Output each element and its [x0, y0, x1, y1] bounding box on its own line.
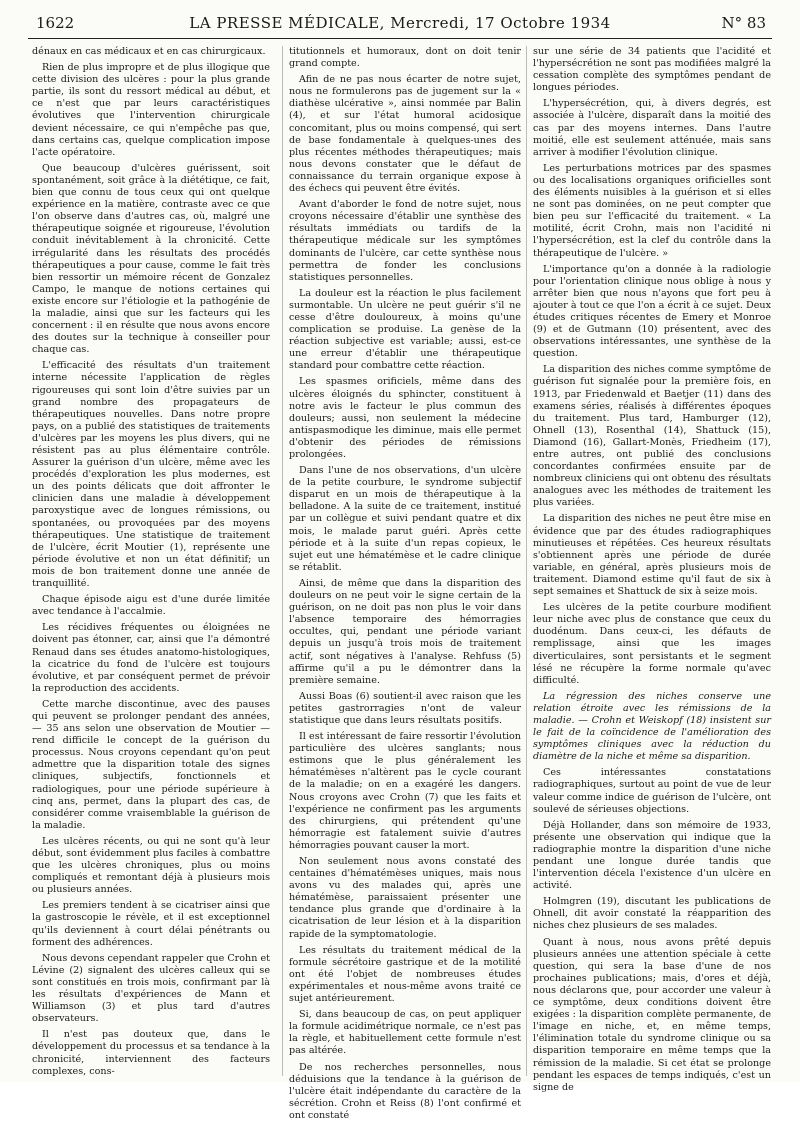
paragraph: Ces intéressantes constatations radiographiques, surtout au point de vue de leur valeur comme indice de guérison de l'ulcère, ont soulevé de sérieuses objections.	[533, 767, 771, 815]
paragraph: Les ulcères de la petite courbure modifient leur niche avec plus de constance que ceux du duodénum. Dans ceux-ci, les défauts de remplissage, ainsi que les images diverticulaires, sont persistants et le segment lésé ne récupère la forme normale qu'avec difficulté.	[533, 602, 771, 686]
column-3	[526, 46, 771, 1093]
paragraph: titutionnels et humoraux, dont on doit tenir grand compte.	[289, 46, 521, 70]
paragraph: L'hypersécrétion, qui, à divers degrés, est associée à l'ulcère, disparaît dans la moitié des cas par des moyens internes. Dans l'autre moitié, elle est seulement atténuée, mais sans arriver à modifier l'évolution clinique.	[533, 98, 771, 158]
paragraph: Il n'est pas douteux que, dans le développement du processus et sa tendance à la chronicité, interviennent des facteurs complexes, cons-	[32, 1029, 270, 1077]
paragraph: Les premiers tendent à se cicatriser ainsi que la gastroscopie le révèle, et il est exceptionnel qu'ils deviennent à court délai pénétrants ou forment des adhérences.	[32, 900, 270, 948]
paragraph: La régression des niches conserve une relation étroite avec les rémissions de la maladie. — Crohn et Weiskopf (18) insistent sur le fait de la coïncidence de l'amélioration des symptômes cliniques avec la réduction du diamètre de la niche et même sa disparition.	[533, 690, 771, 763]
paragraph: Nous devons cependant rappeler que Crohn et Lévine (2) signalent des ulcères calleux qui se sont constitués en trois mois, confirmant par là les résultats d'expériences de Mann et Williamson (3) et plus tard d'autres observateurs.	[32, 952, 270, 1025]
paragraph: Non seulement nous avons constaté des centaines d'hématémèses uniques, mais nous avons vu des malades qui, après une hématémèse, paraissaient présenter une tendance plus grande que d'ordinaire à la cicatrisation de leur lésion et à la disparition rapide de la symptomatologie.	[289, 856, 521, 940]
page-number: 1622	[36, 14, 75, 32]
issue-number: N° 83	[721, 14, 766, 32]
paragraph: Avant d'aborder le fond de notre sujet, nous croyons nécessaire d'établir une synthèse des résultats immédiats ou tardifs de la thérapeutique médicale sur les symptômes dominants de l'ulcère, car cette synthèse nous permettra de fonder les conclusions statistiques personnelles.	[289, 199, 521, 283]
paragraph: Chaque épisode aigu est d'une durée limitée avec tendance à l'accalmie.	[32, 594, 270, 618]
paragraph: Si, dans beaucoup de cas, on peut appliquer la formule acidimétrique normale, ce n'est pas la règle, et habituellement cette formule n'est pas altérée.	[289, 1009, 521, 1057]
paragraph: L'efficacité des résultats d'un traitement interne nécessite l'application de règles rigoureuses qui sont loin d'être suivies par un grand nombre des propagateurs de thérapeutiques nouvelles. Dans notre propre pays, on a publié des statistiques de traitements d'ulcères par les moyens les plus divers, qui ne résistent pas au plus élémentaire contrôle. Assurer la guérison d'un ulcère, même avec les procédés d'exploration les plus modernes, est un des points délicats que doit affronter le clinicien dans une maladie à développement paroxystique avec de longues rémissions, ou spontanées, ou provoquées par des moyens thérapeutiques. Une statistique de traitement de l'ulcère, écrit Moutier (1), représente une période évolutive et non un état définitif; un mois de bon traitement donne une année de tranquillité.	[32, 360, 270, 590]
paragraph: Que beaucoup d'ulcères guérissent, soit spontanément, soit grâce à la diététique, ce fait, bien que connu de tous ceux qui ont quelque expérience en la matière, contraste avec ce que l'on observe dans d'autres cas, où, malgré une thérapeutique soignée et rigoureuse, l'évolution conduit inévitablement à la chronicité. Cette irrégularité dans les résultats des procédés thérapeutiques a pour cause, comme le fait très bien ressortir un mémoire récent de Gonzalez Campo, le manque de notions certaines qui existe encore sur l'étiologie et la pathogénie de la maladie, ainsi que sur les facteurs qui les concernent : il en résulte que nous avons encore des doutes sur la technique à conseiller pour chaque cas.	[32, 162, 270, 356]
page-header	[28, 8, 772, 39]
paragraph: Il est intéressant de faire ressortir l'évolution particulière des ulcères sanglants; nous estimons que le plus généralement les hématémèses n'altèrent pas le cycle courant de la maladie; on en a exagéré les dangers. Nous croyons avec Crohn (7) que les faits et l'expérience ne confirment pas les arguments des chirurgiens, qui prétendent qu'une hémorragie est fatalement suivie d'autres hémorragies pouvant causer la mort.	[289, 731, 521, 851]
paragraph: Rien de plus impropre et de plus illogique que cette division des ulcères : pour la plus grande partie, ils sont du ressort médical au début, et ce n'est que par leurs caractéristiques évolutives que l'intervention chirurgicale devient nécessaire, ce qui n'empêche pas que, dans certains cas, quelque complication impose l'acte opératoire.	[32, 62, 270, 158]
paragraph: Aussi Boas (6) soutient-il avec raison que les petites gastrorragies n'ont de valeur statistique que dans leurs résultats positifs.	[289, 690, 521, 726]
paragraph: Afin de ne pas nous écarter de notre sujet, nous ne formulerons pas de jugement sur la « diathèse ulcérative », ainsi nommée par Balin (4), et sur l'état humoral acidosique concomitant, plus ou moins compensé, qui sert de base fondamentale à quelques-unes des plus récentes méthodes thérapeutiques; mais nous devons constater que le défaut de connaissance du terrain organique expose à des échecs qui peuvent être évités.	[289, 74, 521, 195]
paragraph: Ainsi, de même que dans la disparition des douleurs on ne peut voir le signe certain de la guérison, on ne doit pas non plus le voir dans l'absence temporaire des hémorragies occultes, qui, pendant une période variant depuis un jusqu'à trois mois de traitement actif, sont négatives à l'analyse. Rehfuss (5) affirme qu'il a pu le démontrer dans la première semaine.	[289, 577, 521, 686]
paragraph: dénaux en cas médicaux et en cas chirurgicaux.	[32, 46, 266, 57]
paragraph: La disparition des niches ne peut être mise en évidence que par des études radiographiques minutieuses et répétées. Ces heureux résultats s'obtiennent après une période de durée variable, en général, après plusieurs mois de traitement. Diamond estime qu'il faut de six à sept semaines et Shattuck de six à seize mois.	[533, 513, 771, 598]
paragraph: La douleur est la réaction le plus facilement surmontable. Un ulcère ne peut guérir s'il ne cesse d'être douloureux, à moins qu'une complication se produise. La genèse de la réaction subjective est variable; aussi, est-ce une erreur d'établir une thérapeutique standard pour combattre cette réaction.	[289, 287, 521, 372]
journal-title: LA PRESSE MÉDICALE, Mercredi, 17 Octobre 1934	[189, 14, 611, 32]
paragraph: sur une série de 34 patients que l'acidité et l'hypersécrétion ne sont pas modifiées malgré la cessation complète des symptômes pendant de longues périodes.	[533, 46, 771, 94]
paragraph: Les récidives fréquentes ou éloignées ne doivent pas étonner, car, ainsi que l'a démontré Renaud dans ses études anatomo-histologiques, la cicatrice du fond de l'ulcère est toujours évolutive, et par conséquent permet de prévoir la reproduction des accidents.	[32, 622, 270, 694]
paragraph: L'importance qu'on a donnée à la radiologie pour l'orientation clinique nous oblige à nous y arrêter bien que nous n'ayons que fort peu à ajouter à tout ce que l'on a écrit à ce sujet. Deux études critiques récentes de Emery et Monroe (9) et de Gutmann (10) présentent, avec des observations intéressantes, une synthèse de la question.	[533, 263, 771, 360]
paragraph: Les perturbations motrices par des spasmes ou des localisations organiques orificielles sont des éléments nuisibles à la guérison et si elles ne sont pas dominées, on ne peut compter que bien peu sur l'efficacité du traitement. « La motilité, écrit Crohn, mais non l'acidité ni l'hypersécrétion, est la clef du contrôle dans la thérapeutique de l'ulcère. »	[533, 162, 771, 259]
paragraph: Les ulcères récents, ou qui ne sont qu'à leur début, sont évidemment plus faciles à combattre que les ulcères chroniques, plus ou moins compliqués et remontant déjà à plusieurs mois ou plusieurs années.	[32, 835, 270, 896]
paragraph: De nos recherches personnelles, nous déduisions que la tendance à la guérison de l'ulcère était indépendante du caractère de la sécrétion. Crohn et Reiss (8) l'ont confirmé et ont constaté	[289, 1061, 521, 1121]
paragraph: Les spasmes orificiels, même dans des ulcères éloignés du sphincter, constituent à notre avis le facteur le plus commun des douleurs; aussi, non seulement la médecine antispasmodique les diminue, mais elle permet d'obtenir des périodes de rémissions prolongées.	[289, 376, 521, 460]
column-1	[32, 46, 270, 1076]
paragraph: Déjà Hollander, dans son mémoire de 1933, présente une observation qui indique que la radiographie montre la disparition d'une niche pendant une longue durée tandis que l'intervention décela l'existence d'un ulcère en activité.	[533, 819, 771, 892]
paragraph: Cette marche discontinue, avec des pauses qui peuvent se prolonger pendant des années, — 35 ans selon une observation de Moutier — rend difficile le concept de la guérison du processus. Nous croyons cependant qu'on peut admettre que la disparition totale des signes cliniques, subjectifs, fonctionnels et radiologiques, pour une période supérieure à cinq ans, permet, dans la plupart des cas, de considérer comme vraisemblable la guérison de la maladie.	[32, 698, 270, 831]
paragraph: Dans l'une de nos observations, d'un ulcère de la petite courbure, le syndrome subjectif disparut en un mois de thérapeutique à la belladone. A la suite de ce traitement, institué par un collègue et suivi pendant quatre et dix mois, le malade parut guéri. Après cette période et à la suite d'un repas copieux, le sujet eut une hématémèse et le cadre clinique se rétablit.	[289, 465, 521, 573]
paragraph: La disparition des niches comme symptôme de guérison fut signalée pour la première fois, en 1913, par Friedenwald et Baetjer (11) dans des examens séries, réalisés à différentes époques du traitement. Plus tard, Hamburger (12), Ohnell (13), Rosenthal (14), Shattuck (15), Diamond (16), Gallart-Monès, Friedheim (17), entre autres, ont publié des conclusions concordantes confirmées ensuite par de nombreux cliniciens qui ont obtenu des résultats analogues avec les méthodes de traitement les plus variées.	[533, 364, 771, 509]
column-2	[282, 46, 521, 1121]
paragraph: Les résultats du traitement médical de la formule sécrétoire gastrique et de la motilité ont été l'objet de nombreuses études expérimentales et nous-même avons traité ce sujet antérieurement.	[289, 944, 521, 1005]
paragraph: Holmgren (19), discutant les publications de Ohnell, dit avoir constaté la réapparition des niches chez plusieurs de ses malades.	[533, 896, 771, 932]
paragraph: Quant à nous, nous avons prêté depuis plusieurs années une attention spéciale à cette question, qui sera la base d'une de nos prochaines publications; mais, d'ores et déjà, nous déclarons que, pour accorder une valeur à ce symptôme, deux conditions doivent être exigées : la disparition complète permanente, de l'image en niche, et, en même temps, l'élimination totale du syndrome clinique ou sa disparition temporaire en même temps que la rémission de la maladie. Si cet état se prolonge pendant les espaces de temps indiqués, c'est un signe de	[533, 936, 771, 1093]
